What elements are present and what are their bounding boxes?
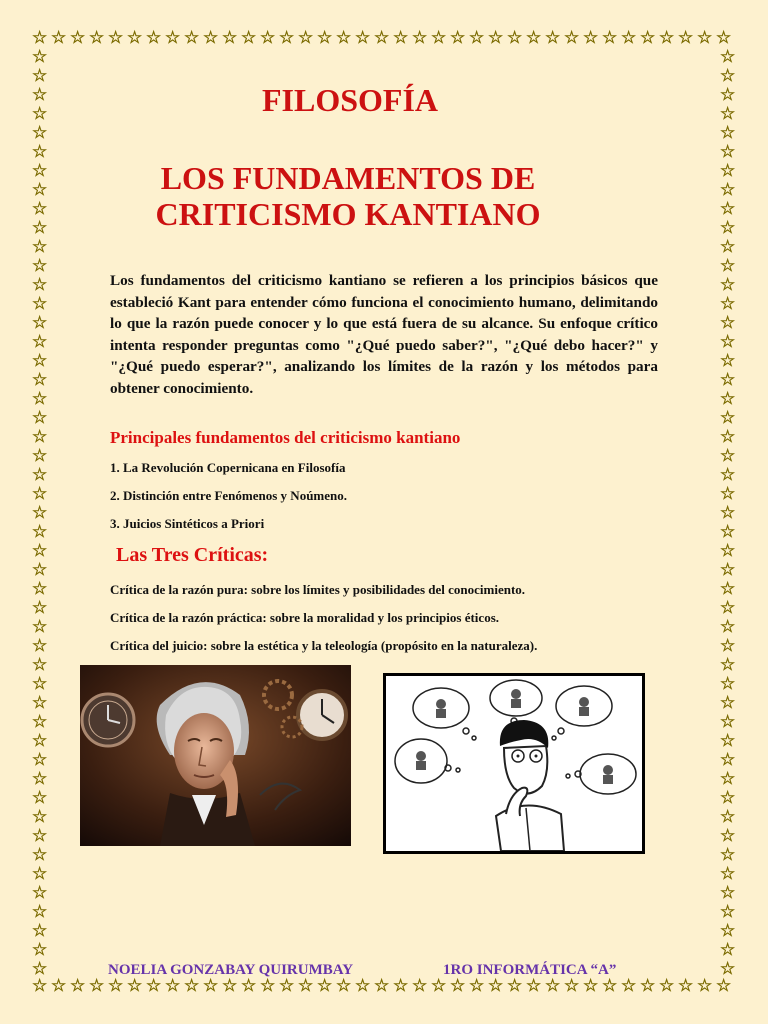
star-icon: ☆ [431, 28, 447, 48]
star-icon: ☆ [336, 976, 352, 996]
star-icon: ☆ [697, 976, 713, 996]
star-icon: ☆ [720, 560, 736, 580]
star-icon: ☆ [32, 104, 48, 124]
list-item: 3. Juicios Sintéticos a Priori [110, 516, 265, 531]
star-icon: ☆ [720, 579, 736, 599]
star-icon: ☆ [720, 940, 736, 960]
star-icon: ☆ [32, 788, 48, 808]
star-icon: ☆ [720, 332, 736, 352]
star-icon: ☆ [317, 28, 333, 48]
star-icon: ☆ [720, 47, 736, 67]
star-icon: ☆ [317, 976, 333, 996]
star-icon: ☆ [32, 370, 48, 390]
star-icon: ☆ [659, 976, 675, 996]
star-icon: ☆ [127, 28, 143, 48]
star-icon: ☆ [720, 712, 736, 732]
star-icon: ☆ [32, 617, 48, 637]
star-icon: ☆ [720, 161, 736, 181]
star-icon: ☆ [720, 123, 736, 143]
star-icon: ☆ [32, 256, 48, 276]
star-icon: ☆ [583, 976, 599, 996]
star-icon: ☆ [32, 408, 48, 428]
star-icon: ☆ [32, 731, 48, 751]
intro-paragraph: Los fundamentos del criticismo kantiano se refieren a los principios básicos que estableció Kant para entender cómo funciona el conocimiento humano, delimitando lo que la razón puede conocer y lo que está fuera de su alcance. Su enfoque crítico intenta responder preguntas como "¿Qué puedo saber?", "¿Qué debo hacer?" y "¿Qué puedo esperar?", analizando los límites de la razón y los métodos para obtener conocimiento. [110, 272, 658, 397]
star-icon: ☆ [89, 28, 105, 48]
star-icon: ☆ [545, 28, 561, 48]
star-icon: ☆ [720, 389, 736, 409]
list-item: Crítica del juicio: sobre la estética y la teleología (propósito en la naturaleza). [110, 638, 538, 653]
star-icon: ☆ [720, 883, 736, 903]
star-icon: ☆ [564, 28, 580, 48]
star-icon: ☆ [260, 976, 276, 996]
star-icon: ☆ [720, 104, 736, 124]
star-icon: ☆ [640, 976, 656, 996]
star-icon: ☆ [716, 976, 732, 996]
star-icon: ☆ [720, 503, 736, 523]
star-icon: ☆ [146, 28, 162, 48]
star-icon: ☆ [32, 332, 48, 352]
main-title-line1: LOS FUNDAMENTOS DE [160, 160, 536, 196]
star-icon: ☆ [507, 976, 523, 996]
star-icon: ☆ [298, 976, 314, 996]
star-icon: ☆ [32, 541, 48, 561]
star-icon: ☆ [374, 976, 390, 996]
star-icon: ☆ [720, 256, 736, 276]
star-icon: ☆ [488, 976, 504, 996]
list-item: 1. La Revolución Copernicana en Filosofía [110, 460, 346, 475]
star-icon: ☆ [32, 313, 48, 333]
star-icon: ☆ [32, 674, 48, 694]
star-icon: ☆ [720, 864, 736, 884]
star-icon: ☆ [659, 28, 675, 48]
star-icon: ☆ [32, 959, 48, 979]
star-icon: ☆ [716, 28, 732, 48]
star-icon: ☆ [720, 788, 736, 808]
star-icon: ☆ [469, 976, 485, 996]
star-icon: ☆ [32, 921, 48, 941]
star-icon: ☆ [32, 351, 48, 371]
star-icon: ☆ [640, 28, 656, 48]
star-icon: ☆ [488, 28, 504, 48]
star-icon: ☆ [32, 199, 48, 219]
star-icon: ☆ [32, 940, 48, 960]
star-icon: ☆ [720, 66, 736, 86]
star-icon: ☆ [720, 351, 736, 371]
star-icon: ☆ [32, 750, 48, 770]
star-icon: ☆ [720, 408, 736, 428]
critiques-list [110, 582, 537, 666]
star-icon: ☆ [720, 655, 736, 675]
star-icon: ☆ [720, 294, 736, 314]
star-icon: ☆ [697, 28, 713, 48]
star-icon: ☆ [720, 313, 736, 333]
star-icon: ☆ [184, 976, 200, 996]
star-icon: ☆ [203, 28, 219, 48]
main-title [108, 160, 588, 232]
star-icon: ☆ [32, 427, 48, 447]
star-icon: ☆ [720, 731, 736, 751]
star-icon: ☆ [108, 976, 124, 996]
star-icon: ☆ [720, 921, 736, 941]
star-icon: ☆ [70, 976, 86, 996]
star-icon: ☆ [279, 976, 295, 996]
footer-author: NOELIA GONZABAY QUIRUMBAY [108, 962, 354, 978]
star-icon: ☆ [526, 28, 542, 48]
star-icon: ☆ [720, 750, 736, 770]
star-icon: ☆ [412, 976, 428, 996]
footer-course: 1RO INFORMÁTICA “A” [443, 962, 617, 978]
critiques-heading: Las Tres Críticas: [116, 544, 269, 566]
star-icon: ☆ [260, 28, 276, 48]
star-icon: ☆ [241, 28, 257, 48]
star-icon: ☆ [32, 976, 48, 996]
star-icon: ☆ [450, 976, 466, 996]
star-icon: ☆ [507, 28, 523, 48]
star-icon: ☆ [32, 180, 48, 200]
star-icon: ☆ [720, 465, 736, 485]
page-title: FILOSOFÍA [261, 82, 439, 118]
star-icon: ☆ [526, 976, 542, 996]
star-icon: ☆ [165, 28, 181, 48]
list-item: Crítica de la razón pura: sobre los límites y posibilidades del conocimiento. [110, 582, 526, 597]
star-icon: ☆ [32, 712, 48, 732]
star-icon: ☆ [720, 693, 736, 713]
star-icon: ☆ [720, 674, 736, 694]
star-icon: ☆ [720, 959, 736, 979]
star-icon: ☆ [32, 902, 48, 922]
star-icon: ☆ [602, 976, 618, 996]
star-icon: ☆ [32, 503, 48, 523]
star-icon: ☆ [184, 28, 200, 48]
star-icon: ☆ [32, 807, 48, 827]
star-icon: ☆ [127, 976, 143, 996]
star-icon: ☆ [32, 218, 48, 238]
star-icon: ☆ [412, 28, 428, 48]
star-icon: ☆ [32, 294, 48, 314]
thinking-man-cartoon-image [383, 673, 645, 854]
star-icon: ☆ [720, 902, 736, 922]
star-icon: ☆ [32, 636, 48, 656]
star-icon: ☆ [32, 484, 48, 504]
star-icon: ☆ [720, 218, 736, 238]
star-icon: ☆ [89, 976, 105, 996]
star-icon: ☆ [32, 389, 48, 409]
star-icon: ☆ [355, 28, 371, 48]
principles-heading: Principales fundamentos del criticismo kantiano [110, 428, 461, 447]
star-icon: ☆ [32, 123, 48, 143]
star-icon: ☆ [720, 807, 736, 827]
star-icon: ☆ [374, 28, 390, 48]
star-icon: ☆ [720, 180, 736, 200]
star-icon: ☆ [678, 976, 694, 996]
star-icon: ☆ [720, 446, 736, 466]
star-icon: ☆ [720, 541, 736, 561]
star-icon: ☆ [32, 465, 48, 485]
star-icon: ☆ [720, 275, 736, 295]
star-icon: ☆ [203, 976, 219, 996]
star-icon: ☆ [32, 275, 48, 295]
star-icon: ☆ [51, 976, 67, 996]
star-icon: ☆ [32, 560, 48, 580]
star-icon: ☆ [720, 142, 736, 162]
star-icon: ☆ [720, 826, 736, 846]
star-icon: ☆ [355, 976, 371, 996]
star-icon: ☆ [32, 883, 48, 903]
list-item: 2. Distinción entre Fenómenos y Noúmeno. [110, 488, 348, 503]
star-icon: ☆ [720, 199, 736, 219]
star-icon: ☆ [32, 845, 48, 865]
kant-portrait-image [80, 665, 351, 846]
star-icon: ☆ [32, 864, 48, 884]
star-icon: ☆ [450, 28, 466, 48]
star-icon: ☆ [32, 579, 48, 599]
star-icon: ☆ [32, 446, 48, 466]
star-icon: ☆ [720, 845, 736, 865]
star-icon: ☆ [720, 370, 736, 390]
star-icon: ☆ [545, 976, 561, 996]
star-icon: ☆ [32, 66, 48, 86]
main-title-line2: CRITICISMO KANTIANO [155, 196, 541, 232]
star-icon: ☆ [583, 28, 599, 48]
principles-list [110, 460, 347, 544]
star-icon: ☆ [32, 522, 48, 542]
list-item: Crítica de la razón práctica: sobre la moralidad y los principios éticos. [110, 610, 499, 625]
star-icon: ☆ [222, 976, 238, 996]
star-icon: ☆ [32, 142, 48, 162]
star-icon: ☆ [678, 28, 694, 48]
star-icon: ☆ [32, 769, 48, 789]
star-icon: ☆ [32, 161, 48, 181]
star-icon: ☆ [32, 237, 48, 257]
star-icon: ☆ [146, 976, 162, 996]
star-icon: ☆ [51, 28, 67, 48]
star-icon: ☆ [720, 237, 736, 257]
star-icon: ☆ [108, 28, 124, 48]
star-icon: ☆ [720, 617, 736, 637]
star-icon: ☆ [469, 28, 485, 48]
star-icon: ☆ [298, 28, 314, 48]
star-icon: ☆ [431, 976, 447, 996]
star-icon: ☆ [393, 28, 409, 48]
star-icon: ☆ [32, 28, 48, 48]
star-icon: ☆ [32, 85, 48, 105]
star-icon: ☆ [336, 28, 352, 48]
star-icon: ☆ [720, 636, 736, 656]
star-icon: ☆ [720, 598, 736, 618]
star-icon: ☆ [720, 522, 736, 542]
star-icon: ☆ [241, 976, 257, 996]
star-icon: ☆ [32, 655, 48, 675]
star-icon: ☆ [621, 28, 637, 48]
star-icon: ☆ [32, 826, 48, 846]
star-icon: ☆ [32, 598, 48, 618]
star-icon: ☆ [32, 47, 48, 67]
star-icon: ☆ [279, 28, 295, 48]
star-icon: ☆ [222, 28, 238, 48]
star-icon: ☆ [720, 427, 736, 447]
star-icon: ☆ [393, 976, 409, 996]
star-icon: ☆ [70, 28, 86, 48]
star-icon: ☆ [32, 693, 48, 713]
star-icon: ☆ [602, 28, 618, 48]
star-icon: ☆ [720, 85, 736, 105]
star-icon: ☆ [720, 769, 736, 789]
star-icon: ☆ [621, 976, 637, 996]
star-icon: ☆ [165, 976, 181, 996]
star-icon: ☆ [720, 484, 736, 504]
star-icon: ☆ [564, 976, 580, 996]
